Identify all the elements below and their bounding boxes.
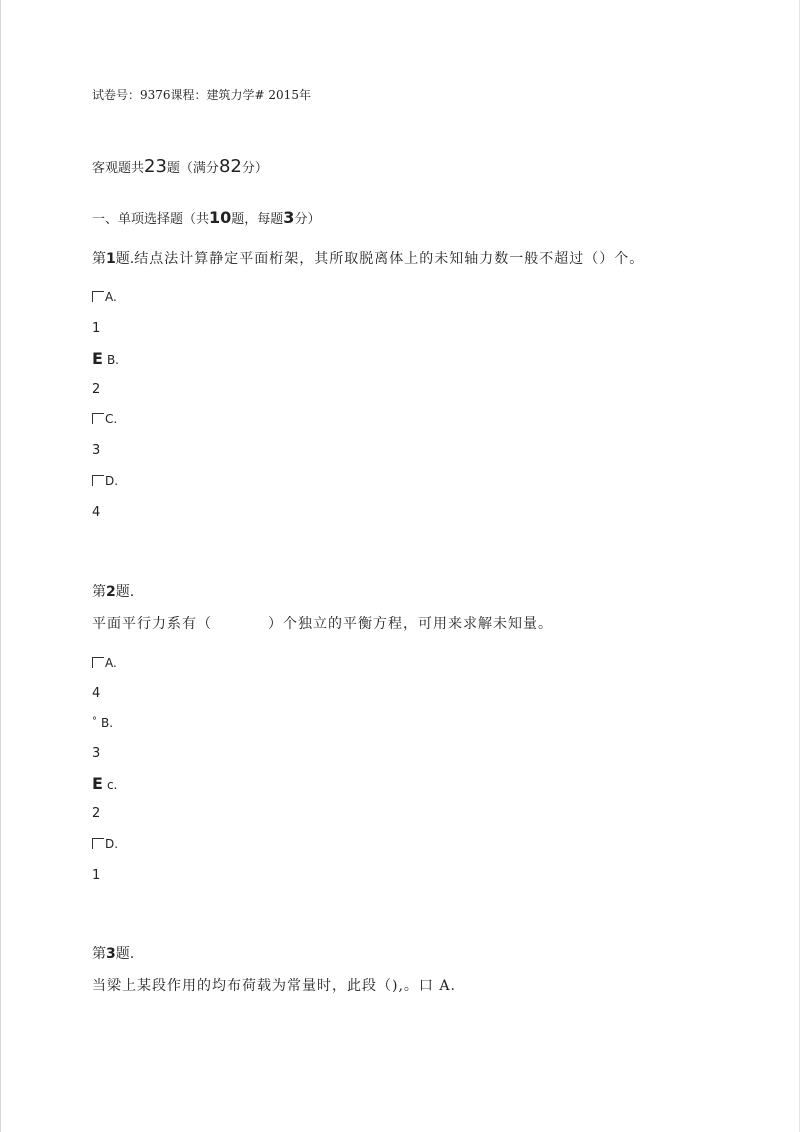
q1-option-a-value: 1 — [92, 321, 101, 336]
q1-option-c[interactable]: C. — [92, 412, 117, 426]
question-1: 第1题.结点法计算静定平面桁架，其所取脱离体上的未知轴力数一般不超过（）个。 — [92, 251, 645, 267]
q1-option-b[interactable]: E B. — [92, 349, 119, 368]
radio-dot-icon[interactable]: ° — [92, 716, 97, 727]
question-2-text: 平面平行力系有（ ）个独立的平衡方程，可用来求解未知量。 — [92, 616, 553, 632]
q2-option-c[interactable]: E c. — [92, 774, 118, 793]
exam-header: 试卷号：9376课程：建筑力学# 2015年 — [92, 88, 311, 102]
selected-mark-icon[interactable]: E — [92, 349, 103, 368]
q2-option-a[interactable]: A. — [92, 656, 117, 670]
q1-option-d-value: 4 — [92, 505, 101, 520]
question-3-text: 当梁上某段作用的均布荷载为常量时，此段（),。口 A. — [92, 978, 456, 994]
q2-option-c-value: 2 — [92, 806, 101, 821]
q2-option-a-value: 4 — [92, 686, 101, 701]
checkbox-icon[interactable] — [92, 475, 104, 486]
section-title: 一、单项选择题（共10题，每题3分） — [92, 208, 321, 227]
q1-option-b-value: 2 — [92, 382, 101, 397]
objective-summary: 客观题共23题（满分82分） — [92, 156, 268, 177]
q2-option-d[interactable]: D. — [92, 837, 118, 851]
q1-option-d[interactable]: D. — [92, 474, 118, 488]
q1-option-c-value: 3 — [92, 443, 101, 458]
selected-mark-icon[interactable]: E — [92, 774, 103, 793]
q2-option-b-value: 3 — [92, 746, 101, 761]
q2-option-b[interactable]: ° B. — [92, 716, 114, 730]
question-1-text: 结点法计算静定平面桁架，其所取脱离体上的未知轴力数一般不超过（）个。 — [134, 251, 645, 267]
question-3-number: 第3题. — [92, 946, 135, 962]
q2-option-d-value: 1 — [92, 868, 101, 883]
q1-option-a[interactable]: A. — [92, 290, 117, 304]
checkbox-icon[interactable] — [92, 291, 104, 302]
checkbox-icon[interactable] — [92, 413, 104, 424]
page-left-edge — [0, 0, 1, 1132]
checkbox-icon[interactable] — [92, 838, 104, 849]
question-2-number: 第2题. — [92, 584, 135, 600]
checkbox-icon[interactable] — [92, 657, 104, 668]
